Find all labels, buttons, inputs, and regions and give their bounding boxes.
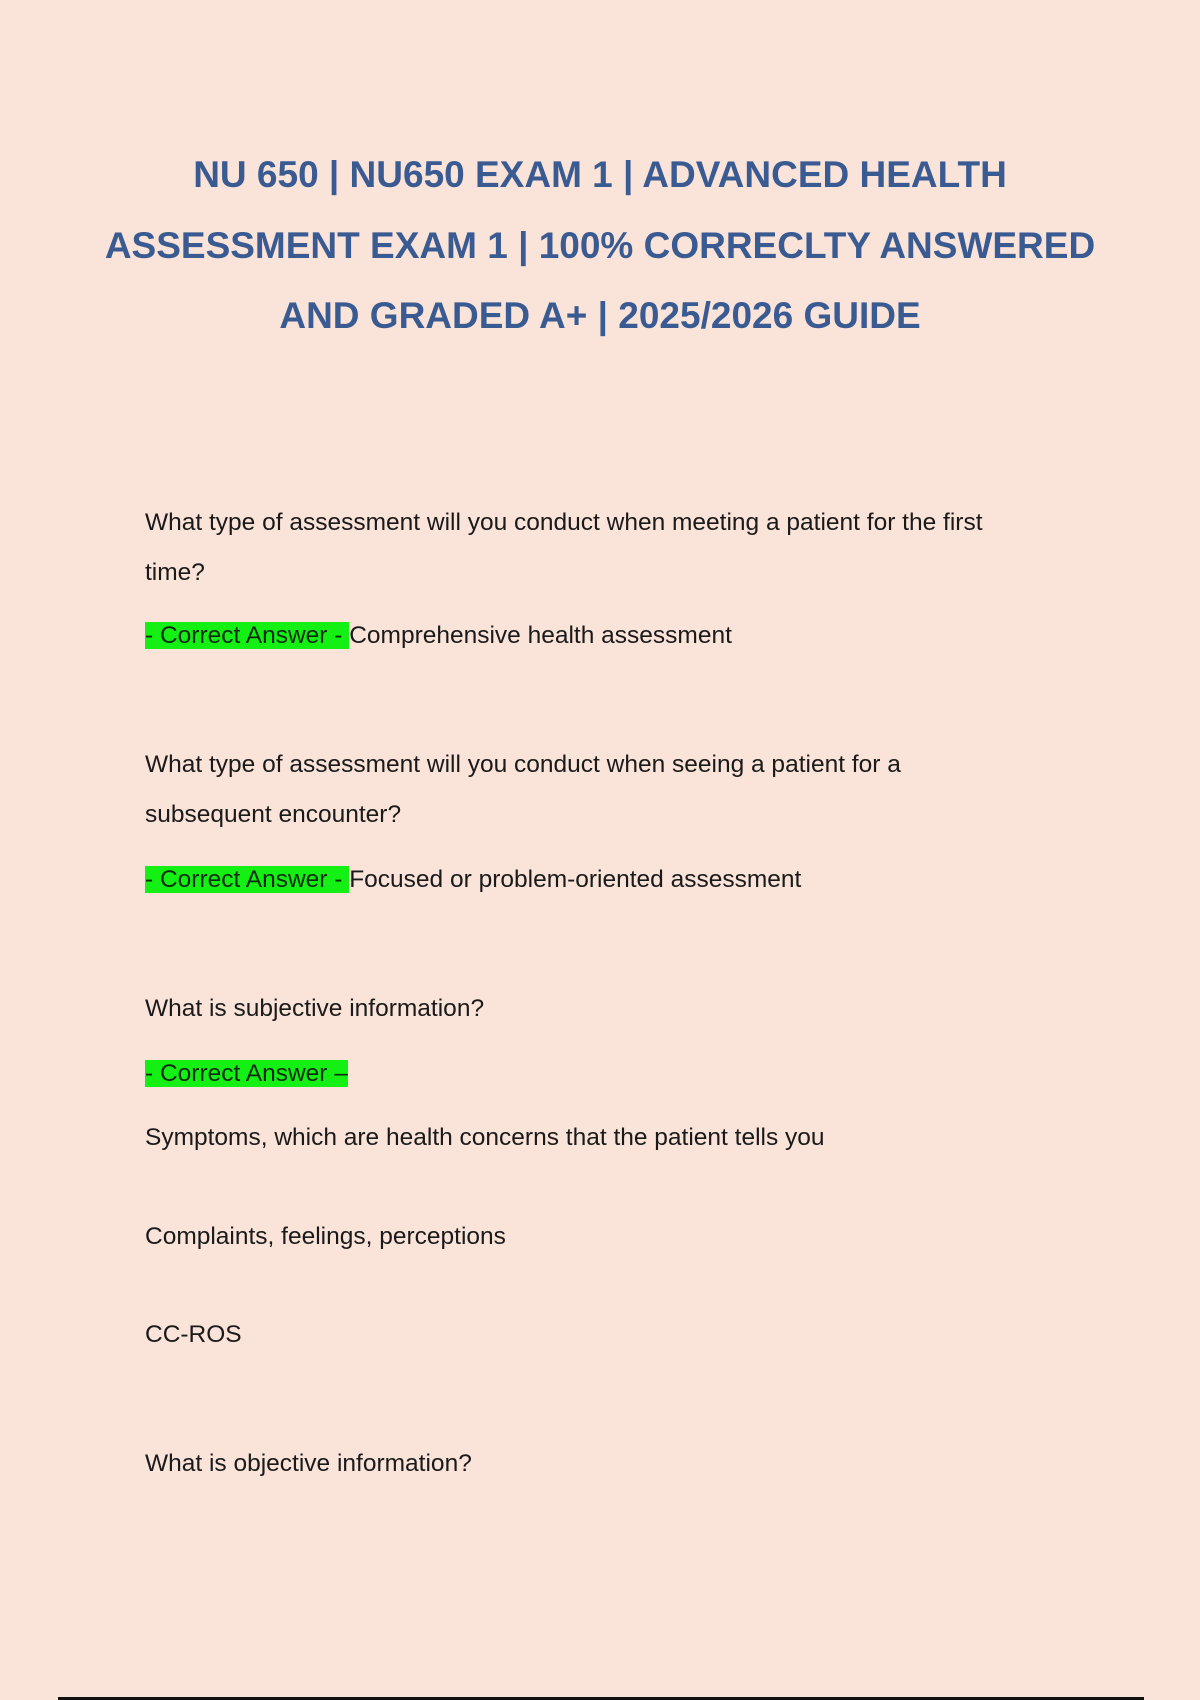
question-4: What is objective information? xyxy=(145,1450,472,1477)
answer-1 xyxy=(145,611,1045,661)
question-2: What type of assessment will you conduct when seeing a patient for a subsequent encounter? xyxy=(145,751,901,828)
question-1: What type of assessment will you conduct when meeting a patient for the first time? xyxy=(145,509,983,586)
answer-3-label-line xyxy=(145,1049,1045,1099)
correct-answer-label: - Correct Answer – xyxy=(145,1060,348,1087)
document-title: NU 650 | NU650 EXAM 1 | ADVANCED HEALTH ASSESSMENT EXAM 1 | 100% CORRECLTY ANSWERED AND GRADED A+ | 2025/2026 GUIDE xyxy=(104,154,1096,336)
answer-2 xyxy=(145,855,1045,905)
answer-3-line-1: Symptoms, which are health concerns that the patient tells you xyxy=(145,1124,825,1151)
correct-answer-label: - Correct Answer - xyxy=(145,622,350,649)
answer-text: Comprehensive health assessment xyxy=(349,622,732,649)
question-3: What is subjective information? xyxy=(145,995,485,1022)
answer-3-line-2: Complaints, feelings, perceptions xyxy=(145,1223,506,1250)
answer-text: Focused or problem-oriented assessment xyxy=(349,866,802,893)
answer-3-line-3: CC-ROS xyxy=(145,1321,242,1348)
correct-answer-label: - Correct Answer - xyxy=(145,866,350,893)
